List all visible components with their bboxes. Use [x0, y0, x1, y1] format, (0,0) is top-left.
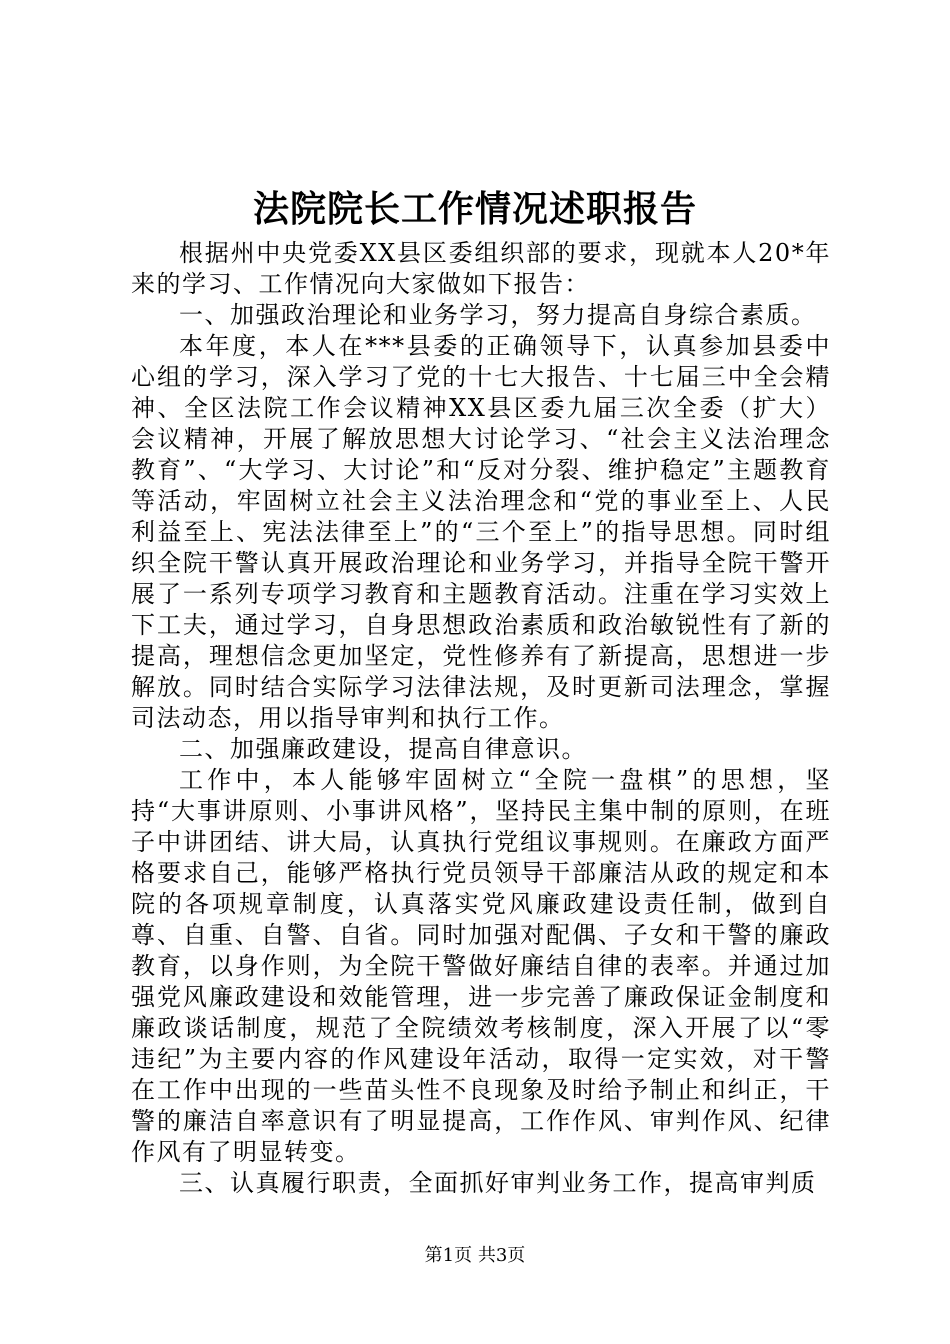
paragraph-intro: 根据州中央党委XX县区委组织部的要求，现就本人20*年来的学习、工作情况向大家做如下报告：: [131, 239, 831, 298]
section-heading-1: 一、加强政治理论和业务学习，努力提高自身综合素质。: [179, 301, 817, 329]
page-footer: 第1页 共3页: [424, 1245, 526, 1266]
document-body: [131, 238, 831, 1199]
section-heading-3: 三、认真履行职责，全面抓好审判业务工作，提高审判质: [179, 1169, 817, 1197]
paragraph-section-1: 本年度，本人在***县委的正确领导下，认真参加县委中心组的学习，深入学习了党的十七大报告、十七届三中全会精神、全区法院工作会议精神XX县区委九届三次全委（扩大）会议精神，开展了解放思想大讨论学习、“社会主义法治理念教育”、“大学习、大讨论”和“反对分裂、维护稳定”主题教育等活动，牢固树立社会主义法治理念和“党的事业至上、人民利益至上、宪法法律至上”的“三个至上”的指导思想。同时组织全院干警认真开展政治理论和业务学习，并指导全院干警开展了一系列专项学习教育和主题教育活动。注重在学习实效上下工夫，通过学习，自身思想政治素质和政治敏锐性有了新的提高，理想信念更加坚定，党性修养有了新提高，思想进一步解放。同时结合实际学习法律法规，及时更新司法理念，掌握司法动态，用以指导审判和执行工作。: [131, 332, 831, 732]
section-heading-2: 二、加强廉政建设，提高自律意识。: [179, 735, 587, 763]
document-title: 法院院长工作情况述职报告: [252, 188, 697, 230]
paragraph-section-2: 工作中，本人能够牢固树立“全院一盘棋”的思想，坚持“大事讲原则、小事讲风格”，坚持民主集中制的原则，在班子中讲团结、讲大局，认真执行党组议事规则。在廉政方面严格要求自己，能够严格执行党员领导干部廉洁从政的规定和本院的各项规章制度，认真落实党风廉政建设责任制，做到自尊、自重、自警、自省。同时加强对配偶、子女和干警的廉政教育，以身作则，为全院干警做好廉结自律的表率。并通过加强党风廉政建设和效能管理，进一步完善了廉政保证金制度和廉政谈话制度，规范了全院绩效考核制度，深入开展了以“零违纪”为主要内容的作风建设年活动，取得一定实效，对干警在工作中出现的一些苗头性不良现象及时给予制止和纠正，干警的廉洁自率意识有了明显提高，工作作风、审判作风、纪律作风有了明显转变。: [131, 766, 831, 1166]
